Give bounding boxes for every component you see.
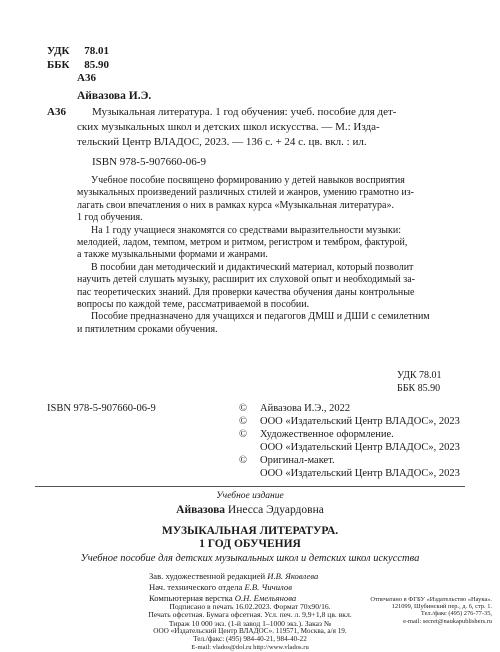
bbk-code: ББК 85.90	[47, 59, 110, 71]
author-full-name: Айвазова Инесса Эдуардовна	[176, 504, 324, 516]
book-subtitle: Учебное пособие для детских музыкальных школ и детских школ искусства	[80, 553, 420, 564]
catalog-line: ских музыкальных школ и детских школ искусства. — М.: Изда-	[77, 121, 380, 133]
catalog-isbn: ISBN 978-5-907660-06-9	[92, 156, 206, 168]
author-mark: А36	[77, 72, 96, 84]
author-heading: Айвазова И.Э.	[77, 90, 152, 102]
copyright-entry: © Художественное оформление. ООО «Издательский Центр ВЛАДОС», 2023	[239, 429, 460, 453]
copyright-entry: © Оригинал-макет. ООО «Издательский Центр ВЛАДОС», 2023	[239, 455, 460, 479]
staff-line: Компьютерная верстка О.Н. Емельянова	[149, 593, 297, 603]
annotation	[77, 175, 455, 336]
annotation-paragraph: Пособие предназначено для учащихся и педагогов ДМШ и ДШИ с семилетним и пятилетним сроками обучения.	[77, 311, 430, 335]
publisher-contacts: E-mail: vlados@dol.ru http://www.vlados.ru	[191, 644, 309, 651]
divider	[35, 486, 465, 487]
copyright-symbol: ©	[239, 429, 247, 440]
annotation-paragraph: Учебное пособие посвящено формированию у детей навыков восприятия музыкальных произведений различных стилей и жанров, умению грамотно из- лагать свои впечатления о них в рамках курса «Музыкальная литература». 1 год обучения.	[77, 175, 414, 224]
annotation-paragraph: В пособии дан методический и дидактический материал, который позволит научить детей слушать музыку, расширит их слуховой опыт и необходимый за- пас теоретических знаний. Для проверки качества обучения даны контрольные вопросы по каждой теме, рассматриваемой в пособии.	[77, 261, 415, 311]
catalog-mark: А36	[47, 106, 66, 118]
copyright-symbol: ©	[239, 455, 247, 466]
catalog-line: Музыкальная литература. 1 год обучения: учеб. пособие для дет-	[92, 106, 397, 118]
publisher-info: ООО «Издательский Центр ВЛАДОС». 119571, Москва, а/я 19. Тел./факс: (495) 984-40-21, 984-40-22	[153, 627, 347, 643]
catalog-line: тельский Центр ВЛАДОС, 2023. — 136 с. + 24 с. цв. вкл. : ил.	[77, 136, 367, 148]
copyright-isbn: ISBN 978-5-907660-06-9	[47, 403, 156, 414]
copyright-entry: © Айвазова И.Э., 2022	[239, 403, 351, 414]
copyright-symbol: ©	[239, 403, 247, 414]
copyright-symbol: ©	[239, 416, 247, 427]
annotation-bbk: ББК 85.90	[397, 383, 441, 394]
print-info: Подписано в печать 16.02.2023. Формат 70x90/16. Печать офсетная. Бумага офсетная. Усл. печ. л. 9,9+1,8 цв. вкл. Тираж 10 000 экз. (1-й завод 1–1000 экз.). Заказ №	[148, 602, 352, 628]
staff-line: Нач. технического отдела Е.В. Чичилов	[149, 582, 292, 592]
edition-label: Учебное издание	[216, 491, 284, 501]
book-title: МУЗЫКАЛЬНАЯ ЛИТЕРАТУРА.	[161, 525, 339, 537]
annotation-paragraph: На 1 году учащиеся знакомятся со средствами выразительности музыки: мелодией, ладом, темпом, метром и ритмом, регистром и тембром, фактурой, а также музыкальными формами и жанрами.	[77, 224, 408, 261]
copyright-entry: © ООО «Издательский Центр ВЛАДОС», 2023	[239, 416, 460, 427]
udk-code: УДК 78.01	[47, 45, 110, 57]
book-title: 1 ГОД ОБУЧЕНИЯ	[199, 538, 301, 550]
printer-info: Отпечатано в ФГБУ «Издательство «Наука». 121099, Шубинский пер., д. 6, стр. 1. Тел./факс (495) 276-77-35, e-mail: secret@naukapublishers.ru	[370, 596, 492, 625]
staff-line: Зав. художественной редакцией И.В. Яковлева	[149, 571, 319, 581]
annotation-udk: УДК 78.01	[397, 370, 442, 381]
